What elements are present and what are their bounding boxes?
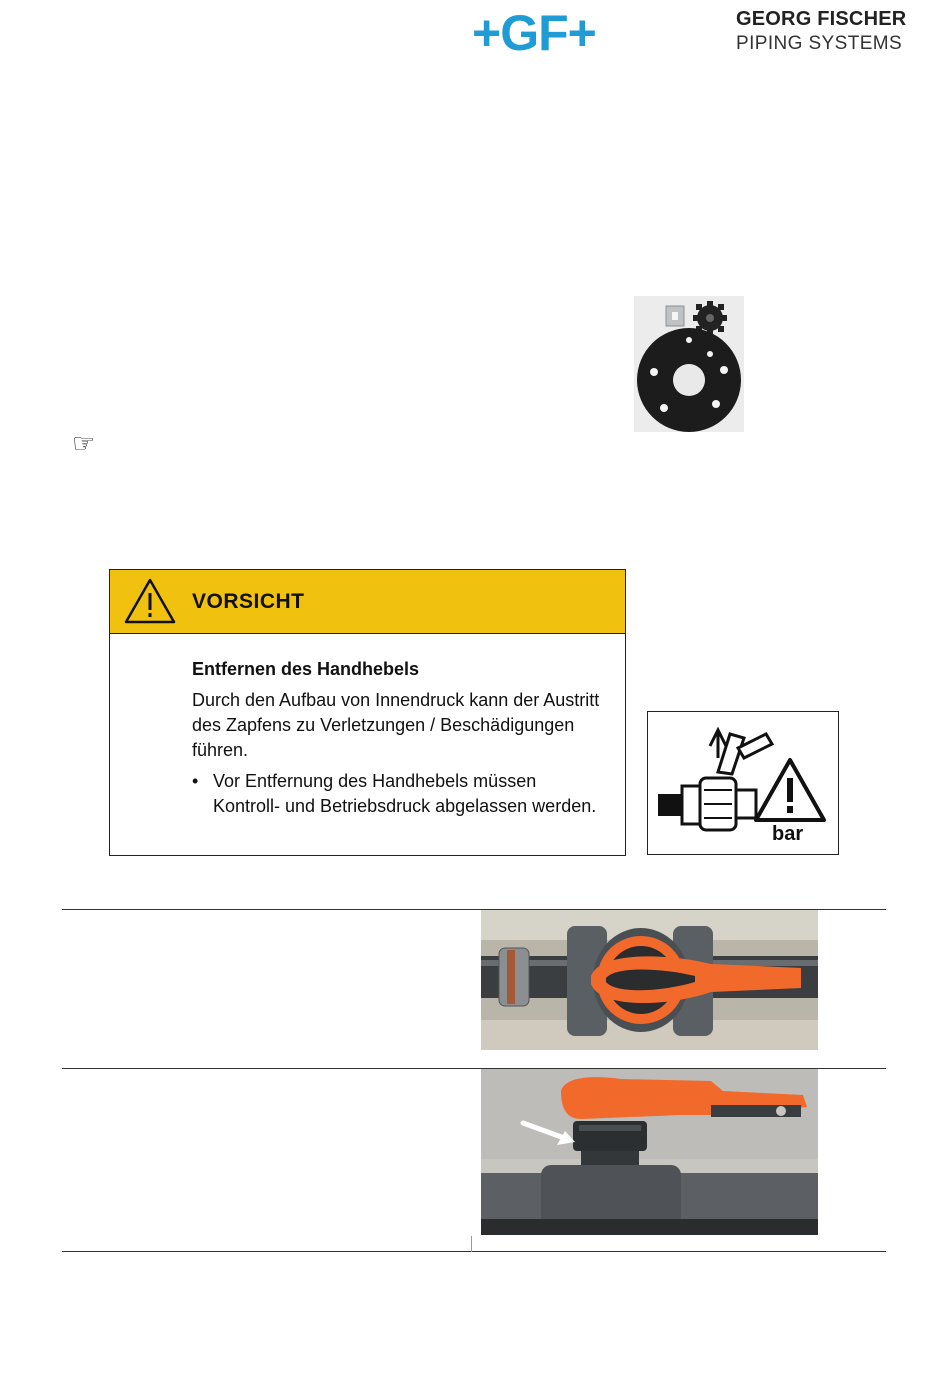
table-bottom-rule — [62, 1251, 886, 1252]
bullet-marker: • — [192, 771, 199, 791]
caution-heading: Entfernen des Handhebels — [192, 659, 420, 679]
pointing-hand-icon: ☞ — [72, 428, 96, 458]
valve-lever-photo — [481, 910, 818, 1050]
pressure-warning-pictogram — [647, 711, 839, 855]
caution-box — [109, 569, 626, 856]
table-column-divider — [471, 1236, 472, 1252]
pressure-warning-icon — [648, 712, 838, 854]
pressure-unit-label: bar — [772, 823, 804, 845]
caution-body: Durch den Aufbau von Innendruck kann der Austritt des Zapfens zu Verletzungen / Beschädigungen führen. — [192, 690, 600, 760]
flange-adapter-photo — [634, 296, 744, 432]
valve-stem-photo — [481, 1069, 818, 1235]
caution-title: VORSICHT — [192, 590, 305, 613]
brand-division: PIPING SYSTEMS — [736, 33, 903, 54]
gf-logo: +GF+ — [472, 5, 596, 61]
brand-name: GEORG FISCHER — [736, 8, 907, 30]
caution-header — [110, 570, 625, 634]
caution-bullet-text: Vor Entfernung des Handhebels müssen Kontroll- und Betriebsdruck abgelassen werden. — [213, 771, 597, 816]
warning-triangle-icon — [124, 577, 176, 625]
